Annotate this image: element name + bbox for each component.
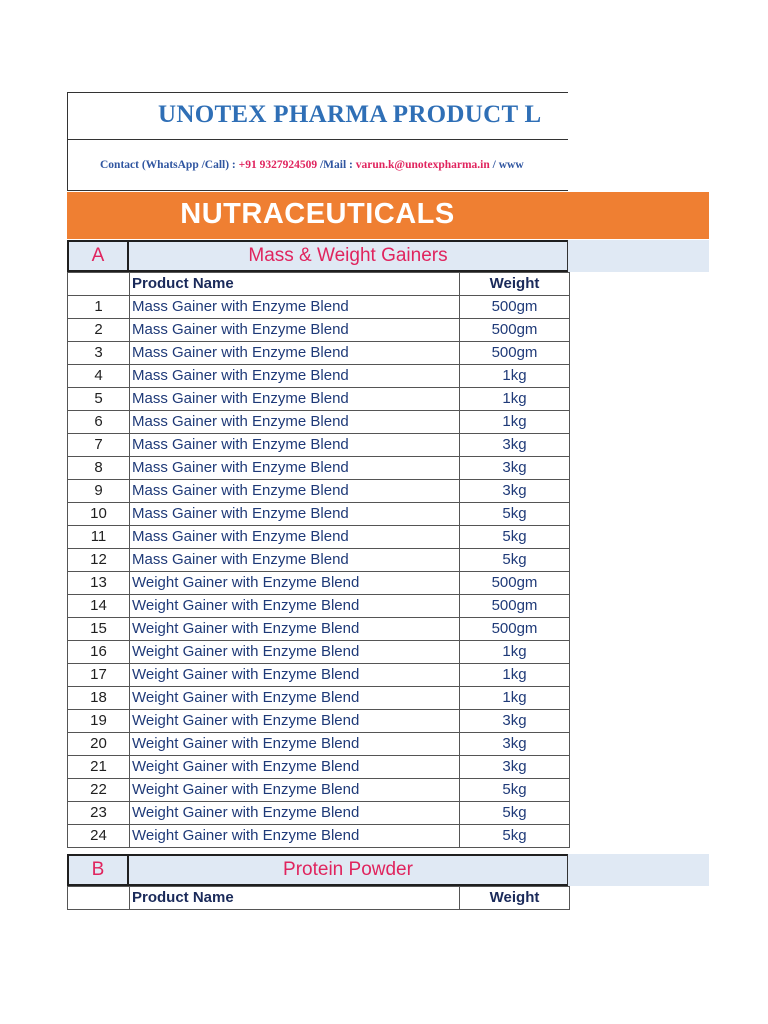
product-name-cell: Mass Gainer with Enzyme Blend xyxy=(130,434,460,457)
product-name-cell: Weight Gainer with Enzyme Blend xyxy=(130,595,460,618)
row-number: 5 xyxy=(68,388,130,411)
table-row xyxy=(68,388,570,411)
weight-cell: 5kg xyxy=(460,503,570,526)
row-number: 15 xyxy=(68,618,130,641)
row-number: 6 xyxy=(68,411,130,434)
section-letter: B xyxy=(67,854,129,886)
weight-cell: 500gm xyxy=(460,342,570,365)
row-number: 17 xyxy=(68,664,130,687)
table-row xyxy=(68,802,570,825)
column-header-weight: Weight xyxy=(460,273,570,296)
row-number: 23 xyxy=(68,802,130,825)
row-number: 18 xyxy=(68,687,130,710)
product-name-cell: Mass Gainer with Enzyme Blend xyxy=(130,296,460,319)
weight-cell: 500gm xyxy=(460,572,570,595)
weight-cell: 3kg xyxy=(460,733,570,756)
weight-cell: 1kg xyxy=(460,411,570,434)
table-row xyxy=(68,549,570,572)
section-letter: A xyxy=(67,240,129,272)
weight-cell: 5kg xyxy=(460,779,570,802)
contact-mail-label: /Mail : xyxy=(317,159,356,171)
weight-cell: 5kg xyxy=(460,549,570,572)
row-number: 13 xyxy=(68,572,130,595)
weight-cell: 500gm xyxy=(460,618,570,641)
product-name-cell: Weight Gainer with Enzyme Blend xyxy=(130,664,460,687)
row-number: 12 xyxy=(68,549,130,572)
category-banner xyxy=(67,192,709,239)
table-row xyxy=(68,595,570,618)
table-row xyxy=(68,733,570,756)
weight-cell: 1kg xyxy=(460,664,570,687)
weight-cell: 500gm xyxy=(460,319,570,342)
product-name-cell: Weight Gainer with Enzyme Blend xyxy=(130,802,460,825)
contact-phone: +91 9327924509 xyxy=(238,159,318,171)
table-row xyxy=(68,365,570,388)
row-number: 4 xyxy=(68,365,130,388)
table-row xyxy=(68,296,570,319)
table-row xyxy=(68,434,570,457)
weight-cell: 3kg xyxy=(460,756,570,779)
row-number: 1 xyxy=(68,296,130,319)
row-number: 21 xyxy=(68,756,130,779)
table-row xyxy=(68,411,570,434)
product-name-cell: Weight Gainer with Enzyme Blend xyxy=(130,756,460,779)
product-name-cell: Weight Gainer with Enzyme Blend xyxy=(130,825,460,848)
row-number: 3 xyxy=(68,342,130,365)
product-table-b xyxy=(67,886,570,910)
contact-line xyxy=(100,159,524,171)
section-header-b xyxy=(67,854,709,886)
weight-cell: 1kg xyxy=(460,687,570,710)
table-row xyxy=(68,756,570,779)
row-number: 24 xyxy=(68,825,130,848)
table-row xyxy=(68,779,570,802)
column-header-number xyxy=(68,273,130,296)
section-title: Protein Powder xyxy=(129,854,568,886)
weight-cell: 500gm xyxy=(460,296,570,319)
row-number: 14 xyxy=(68,595,130,618)
weight-cell: 3kg xyxy=(460,457,570,480)
table-row xyxy=(68,641,570,664)
product-name-cell: Weight Gainer with Enzyme Blend xyxy=(130,687,460,710)
table-row xyxy=(68,825,570,848)
row-number: 22 xyxy=(68,779,130,802)
row-number: 20 xyxy=(68,733,130,756)
product-table-a xyxy=(67,272,570,848)
product-name-cell: Mass Gainer with Enzyme Blend xyxy=(130,342,460,365)
product-name-cell: Weight Gainer with Enzyme Blend xyxy=(130,710,460,733)
weight-cell: 3kg xyxy=(460,434,570,457)
product-name-cell: Mass Gainer with Enzyme Blend xyxy=(130,480,460,503)
row-number: 16 xyxy=(68,641,130,664)
table-row xyxy=(68,319,570,342)
category-title: NUTRACEUTICALS xyxy=(180,198,455,230)
table-row xyxy=(68,526,570,549)
product-name-cell: Mass Gainer with Enzyme Blend xyxy=(130,365,460,388)
product-name-cell: Weight Gainer with Enzyme Blend xyxy=(130,572,460,595)
weight-cell: 5kg xyxy=(460,526,570,549)
column-header-number xyxy=(68,887,130,910)
row-number: 10 xyxy=(68,503,130,526)
table-row xyxy=(68,664,570,687)
product-name-cell: Weight Gainer with Enzyme Blend xyxy=(130,618,460,641)
product-name-cell: Weight Gainer with Enzyme Blend xyxy=(130,779,460,802)
product-name-cell: Weight Gainer with Enzyme Blend xyxy=(130,733,460,756)
weight-cell: 5kg xyxy=(460,825,570,848)
row-number: 9 xyxy=(68,480,130,503)
product-name-cell: Mass Gainer with Enzyme Blend xyxy=(130,388,460,411)
title-block xyxy=(67,92,568,191)
contact-website: / www xyxy=(489,159,524,171)
table-row xyxy=(68,618,570,641)
weight-cell: 1kg xyxy=(460,365,570,388)
column-header-weight: Weight xyxy=(460,887,570,910)
product-name-cell: Mass Gainer with Enzyme Blend xyxy=(130,549,460,572)
table-row xyxy=(68,457,570,480)
weight-cell: 5kg xyxy=(460,802,570,825)
product-name-cell: Mass Gainer with Enzyme Blend xyxy=(130,526,460,549)
table-row xyxy=(68,480,570,503)
product-name-cell: Mass Gainer with Enzyme Blend xyxy=(130,503,460,526)
product-name-cell: Mass Gainer with Enzyme Blend xyxy=(130,319,460,342)
column-header-product-name: Product Name xyxy=(130,887,460,910)
table-row xyxy=(68,710,570,733)
row-number: 7 xyxy=(68,434,130,457)
weight-cell: 1kg xyxy=(460,641,570,664)
table-row xyxy=(68,503,570,526)
product-name-cell: Mass Gainer with Enzyme Blend xyxy=(130,457,460,480)
row-number: 8 xyxy=(68,457,130,480)
row-number: 11 xyxy=(68,526,130,549)
weight-cell: 3kg xyxy=(460,480,570,503)
column-header-product-name: Product Name xyxy=(130,273,460,296)
table-header-row xyxy=(68,273,570,296)
section-title: Mass & Weight Gainers xyxy=(129,240,568,272)
contact-email: varun.k@unotexpharma.in xyxy=(355,159,490,171)
table-row xyxy=(68,572,570,595)
row-number: 19 xyxy=(68,710,130,733)
table-row xyxy=(68,687,570,710)
weight-cell: 1kg xyxy=(460,388,570,411)
title-divider xyxy=(68,139,568,140)
weight-cell: 3kg xyxy=(460,710,570,733)
product-name-cell: Weight Gainer with Enzyme Blend xyxy=(130,641,460,664)
row-number: 2 xyxy=(68,319,130,342)
contact-label: Contact (WhatsApp /Call) : xyxy=(100,159,239,171)
weight-cell: 500gm xyxy=(460,595,570,618)
page-title: UNOTEX PHARMA PRODUCT L xyxy=(158,101,542,128)
section-header-a xyxy=(67,240,709,272)
table-row xyxy=(68,342,570,365)
product-name-cell: Mass Gainer with Enzyme Blend xyxy=(130,411,460,434)
table-header-row xyxy=(68,887,570,910)
